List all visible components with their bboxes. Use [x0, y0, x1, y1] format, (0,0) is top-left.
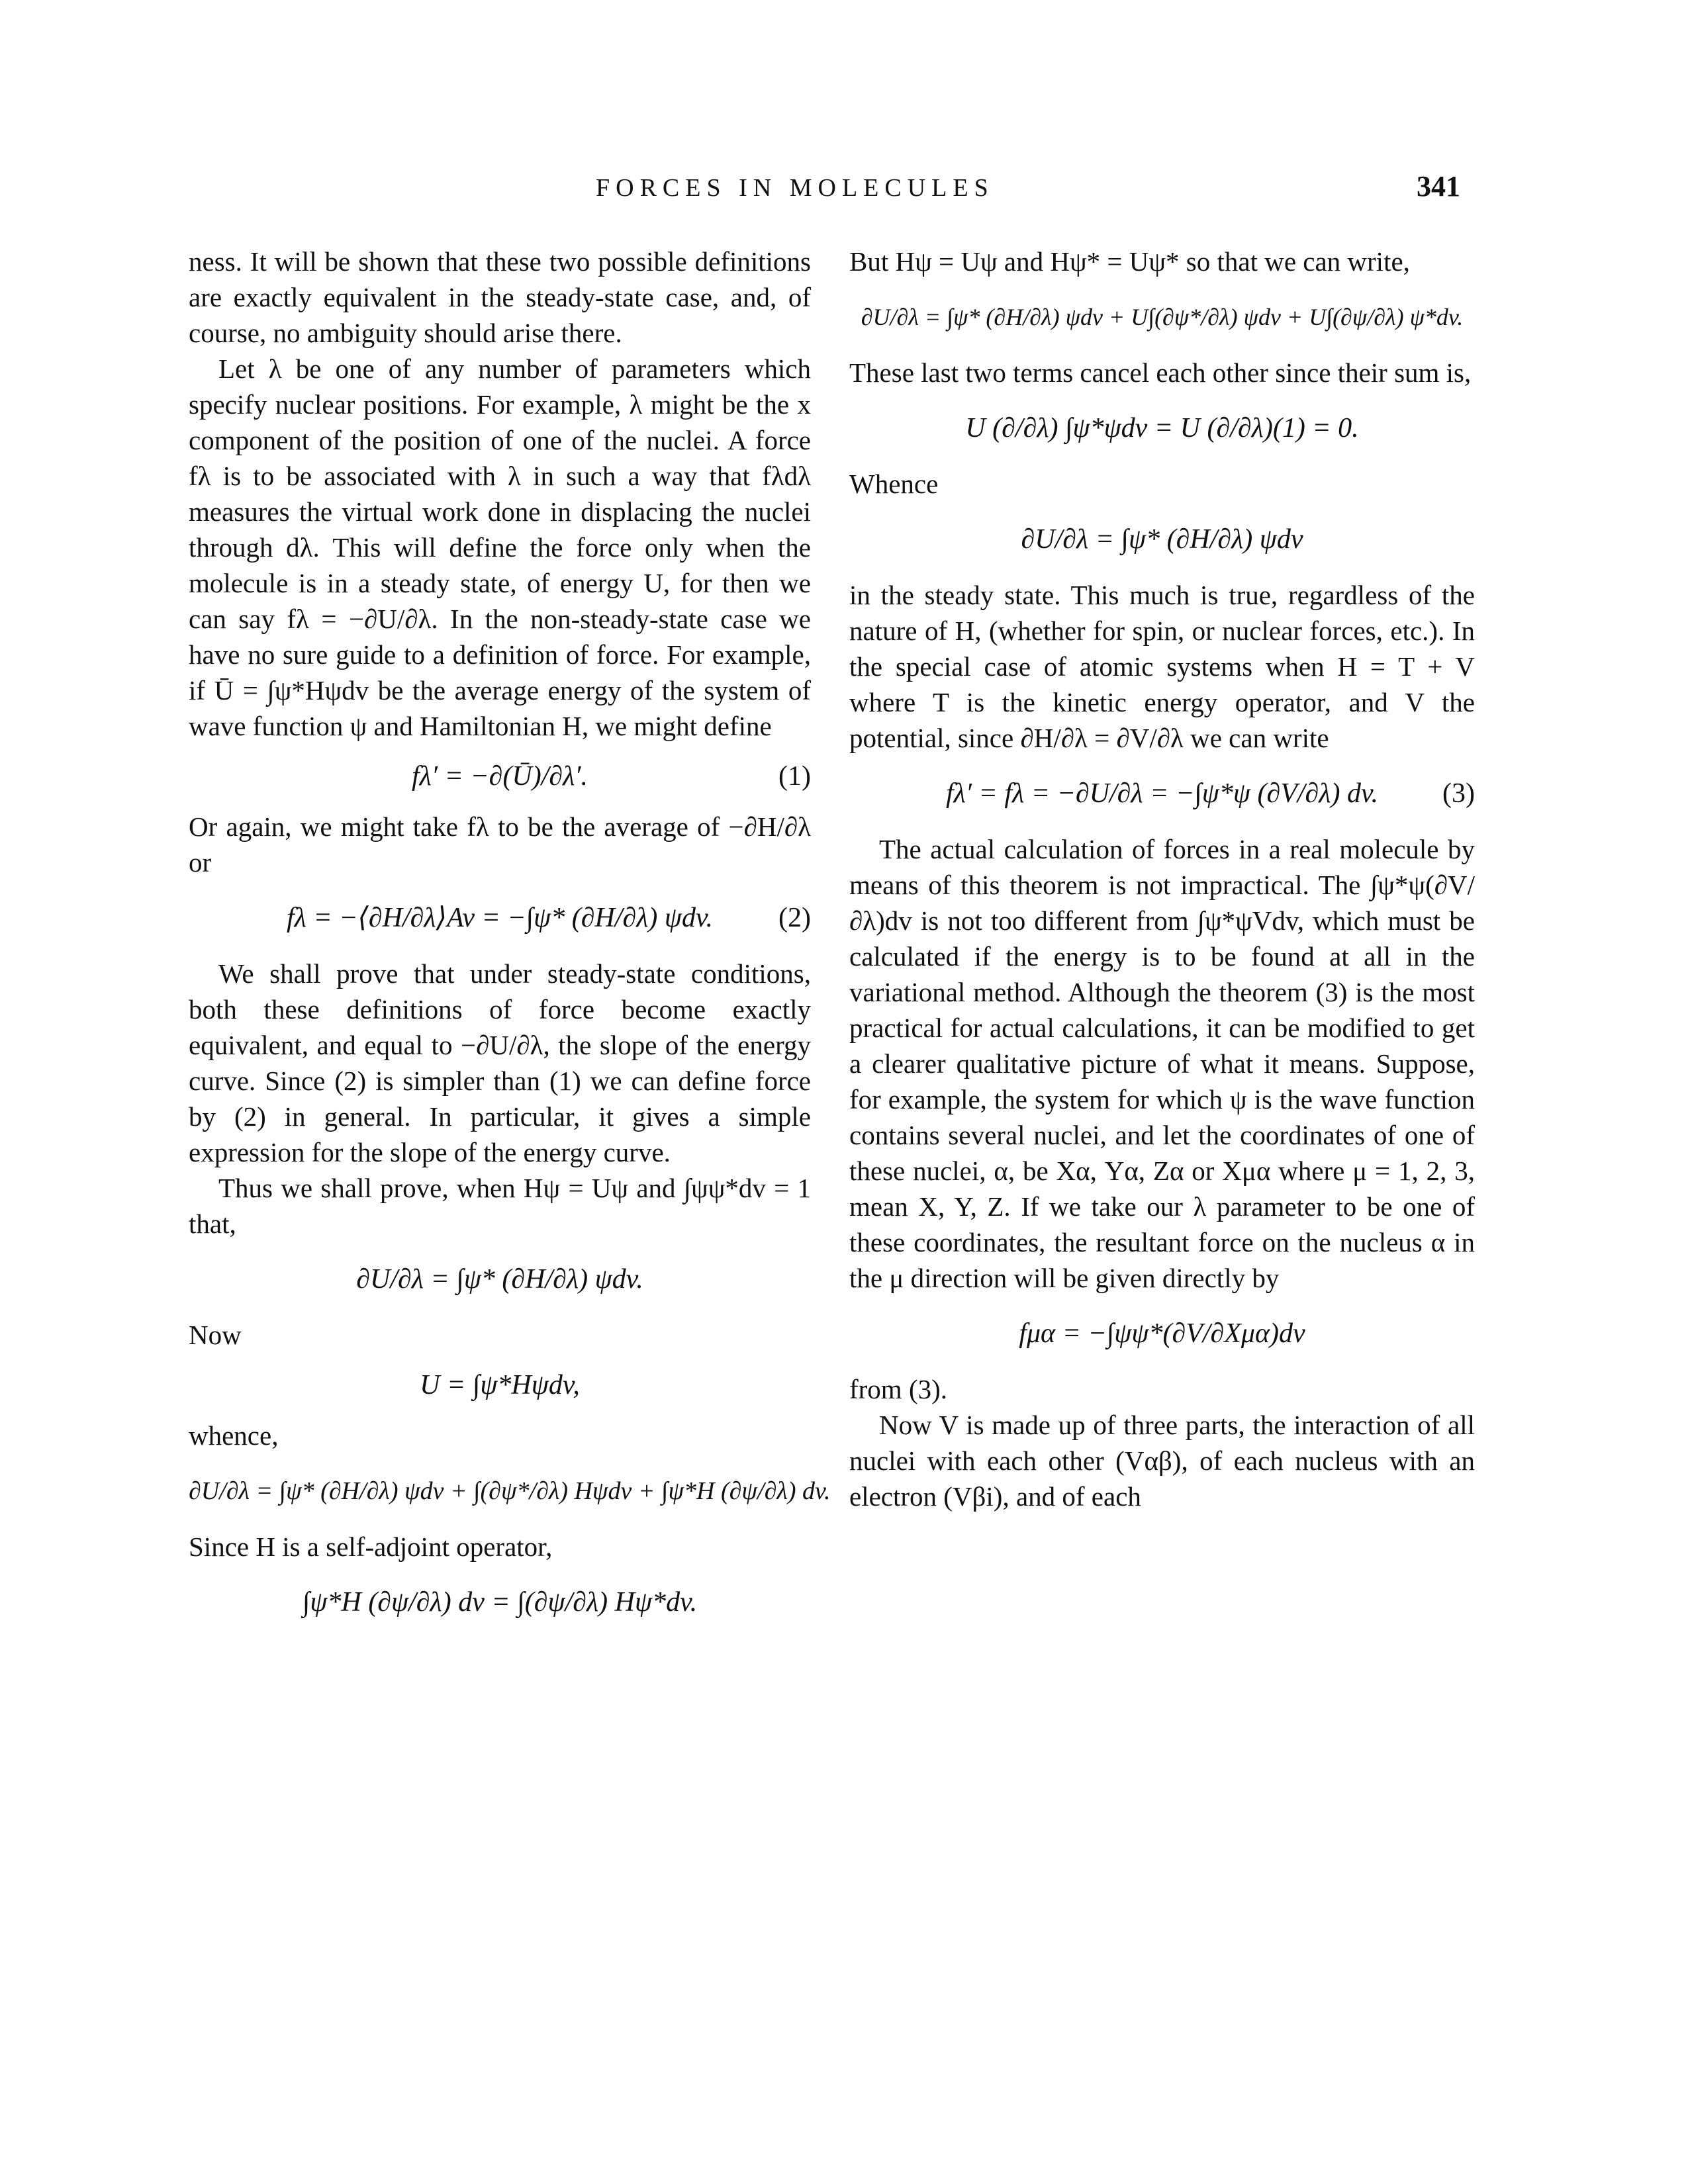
running-title: FORCES IN MOLECULES [596, 174, 994, 202]
equation-2 [189, 900, 811, 936]
word-whence-2: Whence [849, 469, 939, 499]
equation-7-body: ∂U/∂λ = ∫ψ* (∂H/∂λ) ψdv + U∫(∂ψ*/∂λ) ψdv + U∫(∂ψ/∂λ) ψ*dv. [861, 304, 1464, 330]
left-paragraph-1: ness. It will be shown that these two possible definitions are exactly equivalent in the steady-state case, and, of course, no ambiguity should arise there. [189, 246, 811, 348]
equation-2-number: (2) [778, 903, 811, 933]
right-paragraph-1: But Hψ = Uψ and Hψ* = Uψ* so that we can write, [849, 246, 1410, 277]
left-paragraph-6: Since H is a self-adjoint operator, [189, 1531, 553, 1562]
equation-11-body: fμα = −∫ψψ*(∂V/∂Xμα)dv [1019, 1318, 1305, 1349]
right-column [849, 244, 1475, 1514]
left-paragraph-3: Or again, we might take fλ to be the average of −∂H/∂λ or [189, 811, 811, 878]
equation-8 [849, 410, 1475, 446]
page-number: 341 [1417, 170, 1460, 203]
word-now: Now [189, 1320, 242, 1350]
left-column [189, 244, 831, 1640]
equation-2-body: fλ = −⟨∂H/∂λ⟩Av = −∫ψ* (∂H/∂λ) ψdv. [286, 903, 714, 933]
equation-10 [849, 776, 1475, 811]
equation-8-body: U (∂/∂λ) ∫ψ*ψdv = U (∂/∂λ)(1) = 0. [965, 413, 1359, 443]
equation-6-body: ∫ψ*H (∂ψ/∂λ) dv = ∫(∂ψ/∂λ) Hψ*dv. [302, 1587, 698, 1617]
right-paragraph-5: Now V is made up of three parts, the interaction of all nuclei with each other (Vαβ), of each nucleus with an electron (Vβi), and of each [849, 1410, 1475, 1512]
equation-9-body: ∂U/∂λ = ∫ψ* (∂H/∂λ) ψdv [1021, 524, 1303, 555]
equation-4 [189, 1367, 811, 1403]
equation-5-body: ∂U/∂λ = ∫ψ* (∂H/∂λ) ψdv + ∫(∂ψ*/∂λ) Hψdv + ∫ψ*H (∂ψ/∂λ) dv. [189, 1477, 831, 1505]
equation-3-body: ∂U/∂λ = ∫ψ* (∂H/∂λ) ψdv. [356, 1264, 643, 1295]
right-paragraph-3: in the steady state. This much is true, regardless of the nature of H, (whether for spin, or nuclear forces, etc.). In the special case of atomic systems when H = T + V where T is the kinetic energy operator, and V the potential, since ∂H/∂λ = ∂V/∂λ we can write [849, 580, 1475, 753]
equation-4-body: U = ∫ψ*Hψdv, [420, 1370, 580, 1400]
equation-9 [849, 522, 1475, 557]
equation-6 [189, 1584, 811, 1620]
right-paragraph-4: The actual calculation of forces in a real molecule by means of this theorem is not impractical. The ∫ψ*ψ(∂V/∂λ)dv is not too different from ∫ψ*ψVdv, which must be calculated if the energy is to be found at all in the variational method. Although the theorem (3) is the most practical for actual calculations, it can be modified to get a clearer qualitative picture of what it means. Suppose, for example, the system for which ψ is the wave function contains several nuclei, and let the coordinates of one of these nuclei, α, be Xα, Yα, Zα or Xμα where μ = 1, 2, 3, mean X, Y, Z. If we take our λ parameter to be one of these coordinates, the resultant force on the nucleus α in the μ direction will be given directly by [849, 834, 1475, 1293]
equation-1-number: (1) [778, 761, 811, 792]
equation-1 [189, 758, 811, 794]
equation-5 [189, 1473, 831, 1509]
equation-1-body: fλ′ = −∂(Ū)/∂λ′. [411, 761, 588, 792]
equation-7 [849, 299, 1475, 335]
right-paragraph-2: These last two terms cancel each other since their sum is, [849, 357, 1472, 388]
equation-11 [849, 1316, 1475, 1351]
left-paragraph-4: We shall prove that under steady-state conditions, both these definitions of force become exactly equivalent, and equal to −∂U/∂λ, the slope of the energy curve. Since (2) is simpler than (1) we can define force by (2) in general. In particular, it gives a simple expression for the slope of the energy curve. [189, 958, 811, 1167]
equation-3 [189, 1261, 811, 1297]
equation-10-number: (3) [1442, 778, 1475, 809]
left-paragraph-2: Let λ be one of any number of parameters which specify nuclear positions. For example, λ might be the x component of the position of one of the nuclei. A force fλ is to be associated with λ in such a way that fλdλ measures the virtual work done in displacing the nuclei through dλ. This will define the force only when the molecule is in a steady state, of energy U, for then we can say fλ = −∂U/∂λ. In the non-steady-state case we have no sure guide to a definition of force. For example, if Ū = ∫ψ*Hψdv be the average energy of the system of wave function ψ and Hamiltonian H, we might define [189, 353, 811, 741]
word-whence: whence, [189, 1420, 279, 1451]
left-paragraph-5: Thus we shall prove, when Hψ = Uψ and ∫ψψ*dv = 1 that, [189, 1173, 811, 1239]
from-3: from (3). [849, 1374, 948, 1404]
equation-10-body: fλ′ = fλ = −∂U/∂λ = −∫ψ*ψ (∂V/∂λ) dv. [945, 778, 1378, 809]
